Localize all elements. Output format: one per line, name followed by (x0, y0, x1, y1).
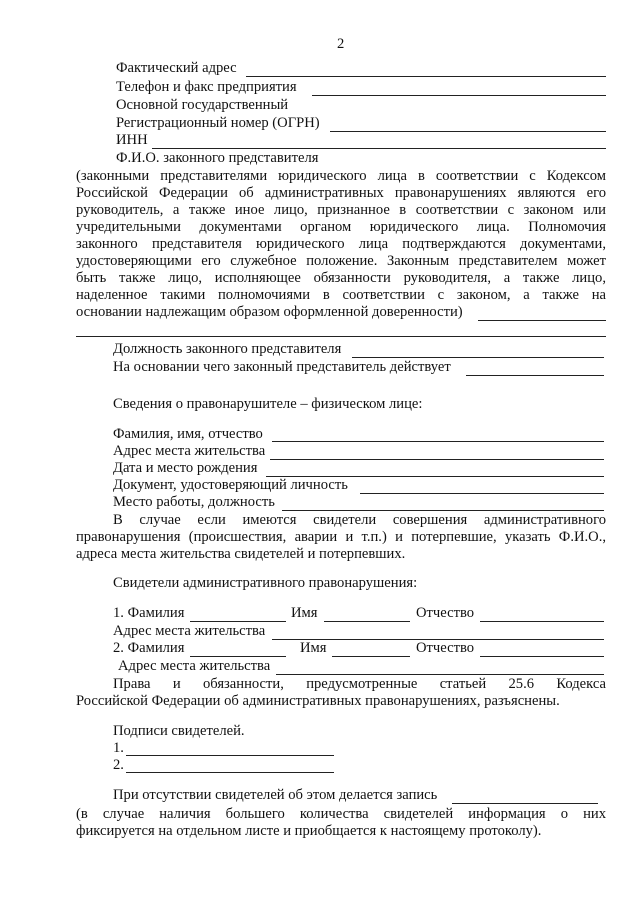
witness-note-line: правонарушения (происшествия, аварии и т.п.) и потерпевшие, указать Ф.И.О., (76, 529, 606, 545)
witness1-surname-field[interactable] (190, 621, 286, 622)
witness2-residence-field[interactable] (276, 674, 604, 675)
actual-address-label: Фактический адрес (116, 60, 237, 76)
offender-residence-field[interactable] (270, 459, 604, 460)
witnesses-heading: Свидетели административного правонарушения: (113, 575, 418, 591)
rep-basis-label: На основании чего законный представитель действует (113, 359, 451, 375)
extra-note-line: (в случае наличия большего количества свидетелей информация о них (76, 806, 606, 822)
rep-note-line: руководитель, а также иное лицо, признанное в соответствии с законом или (76, 202, 606, 218)
witness2-surname-label: 2. Фамилия (113, 640, 185, 656)
ogrn-label-line1: Основной государственный (116, 97, 289, 113)
rep-note-line: Российской Федерации об административных правонарушениях являются его (76, 185, 606, 201)
witness1-firstname-field[interactable] (324, 621, 410, 622)
witness-note-line: адреса места жительства свидетелей и потерпевших. (76, 546, 406, 562)
inn-field[interactable] (152, 148, 606, 149)
offender-residence-label: Адрес места жительства (113, 443, 266, 459)
witness1-residence-label: Адрес места жительства (113, 623, 266, 639)
absence-field[interactable] (452, 803, 598, 804)
ogrn-label-line2: Регистрационный номер (ОГРН) (116, 115, 320, 131)
inn-label: ИНН (116, 132, 148, 148)
witness1-firstname-label: Имя (291, 605, 318, 621)
witness2-firstname-field[interactable] (332, 656, 410, 657)
signature1-field[interactable] (126, 755, 334, 756)
absence-label: При отсутствии свидетелей об этом делается запись (113, 787, 438, 803)
page-number: 2 (337, 36, 345, 52)
witness2-patronymic-label: Отчество (416, 640, 475, 656)
witness2-surname-field[interactable] (190, 656, 286, 657)
rep-note-paragraph (76, 168, 606, 304)
rep-position-field[interactable] (352, 357, 604, 358)
witness1-surname-label: 1. Фамилия (113, 605, 185, 621)
rights-note-line: Российской Федерации об административных правонарушениях, разъяснены. (76, 693, 560, 709)
signature2-label: 2. (113, 757, 124, 773)
witness2-residence-label: Адрес места жительства (118, 658, 271, 674)
rep-note-line: наделенное такими полномочиями в соответствии с законом, а также на (76, 287, 606, 303)
witness-note-line1-wrap (113, 512, 606, 529)
phone-fax-field[interactable] (312, 95, 606, 96)
offender-birth-label: Дата и место рождения (113, 460, 258, 476)
witness-note-line: В случае если имеются свидетели совершения административного (113, 512, 606, 528)
offender-heading: Сведения о правонарушителе – физическом лице: (113, 396, 423, 412)
ogrn-field[interactable] (330, 131, 606, 132)
rights-note-line1-wrap (113, 676, 606, 693)
phone-fax-label: Телефон и факс предприятия (116, 79, 297, 95)
rep-note-line-last: основании надлежащим образом оформленной доверенности) (76, 304, 463, 320)
witness2-patronymic-field[interactable] (480, 656, 604, 657)
extra-note-paragraph (76, 806, 606, 840)
offender-name-label: Фамилия, имя, отчество (113, 426, 263, 442)
rep-note-line: быть также лицо, исполняющее обязанности руководителя, а также лицо, (76, 270, 606, 286)
rights-note-line: Права и обязанности, предусмотренные статьей 25.6 Кодекса (113, 676, 606, 692)
rep-note-line: (законными представителями юридического лица в соответствии с Кодексом (76, 168, 606, 184)
signature2-field[interactable] (126, 772, 334, 773)
offender-name-field[interactable] (272, 441, 604, 442)
witness2-firstname-label: Имя (300, 640, 327, 656)
witness1-patronymic-label: Отчество (416, 605, 475, 621)
offender-work-field[interactable] (282, 510, 604, 511)
rep-name-field[interactable] (478, 320, 606, 321)
witness-note-paragraph (76, 529, 606, 563)
rep-note-line: законного представителя юридического лица подтверждаются документами, (76, 236, 606, 252)
rep-basis-field[interactable] (466, 375, 604, 376)
witness1-patronymic-field[interactable] (480, 621, 604, 622)
offender-id-label: Документ, удостоверяющий личность (113, 477, 348, 493)
rep-note-line: удостоверяющими его служебное положение. Законным представителем может (76, 253, 606, 269)
rep-name-field-continued[interactable] (76, 336, 606, 337)
rep-position-label: Должность законного представителя (113, 341, 342, 357)
signature1-label: 1. (113, 740, 124, 756)
rep-name-label: Ф.И.О. законного представителя (116, 150, 319, 166)
offender-id-field[interactable] (360, 493, 604, 494)
signatures-heading: Подписи свидетелей. (113, 723, 245, 739)
actual-address-field[interactable] (246, 76, 606, 77)
offender-work-label: Место работы, должность (113, 494, 275, 510)
rep-note-line: учредительными документами органом юридического лица. Полномочия (76, 219, 606, 235)
extra-note-line: фиксируется на отдельном листе и приобщается к настоящему протоколу). (76, 823, 542, 839)
